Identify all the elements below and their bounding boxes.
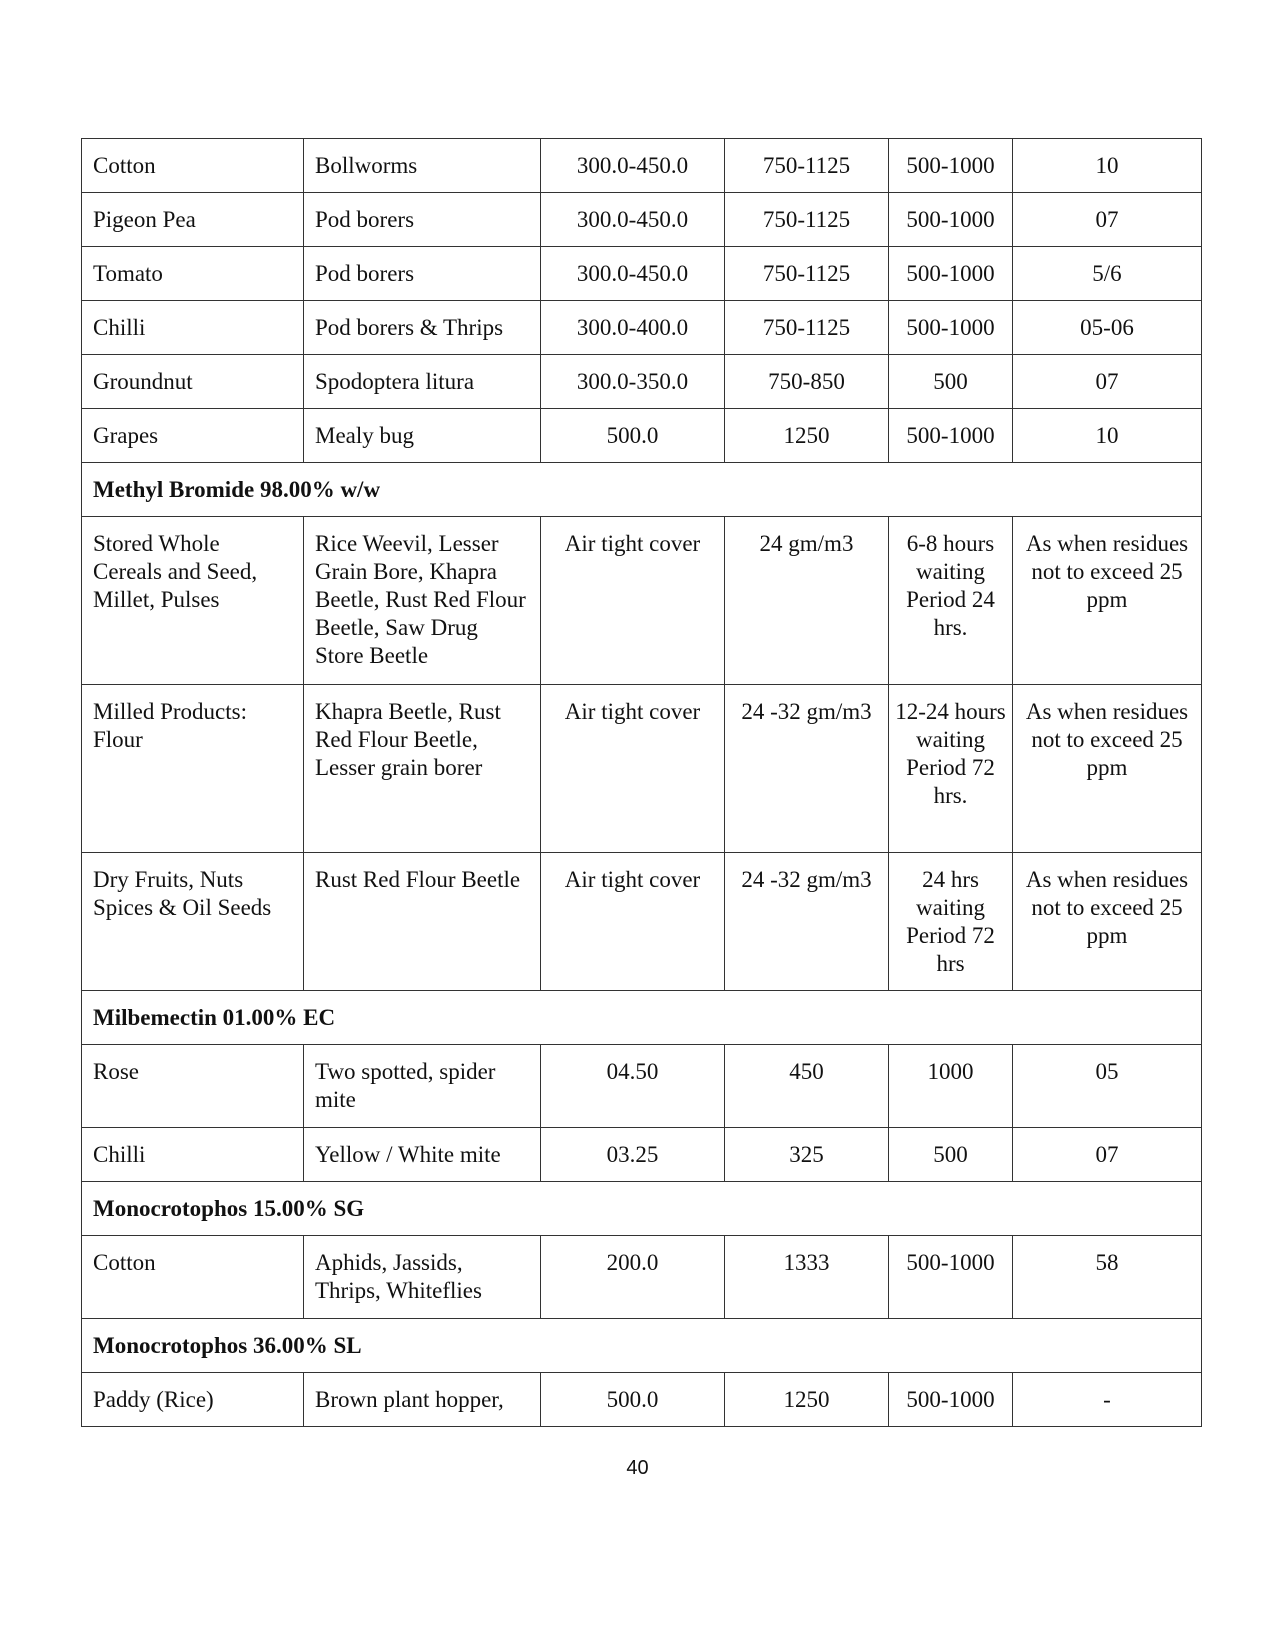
table-row — [82, 517, 1202, 685]
waiting-period-cell: As when residues not to exceed 25 ppm — [1013, 517, 1202, 685]
pest-cell: Pod borers & Thrips — [304, 301, 541, 355]
dilution-cell: 24 hrs waiting Period 72 hrs — [889, 853, 1013, 991]
crop-cell: Chilli — [82, 301, 304, 355]
table-row — [82, 247, 1202, 301]
crop-cell: Tomato — [82, 247, 304, 301]
formulation-cell: 24 -32 gm/m3 — [725, 853, 889, 991]
active-ingredient-cell: 300.0-450.0 — [541, 139, 725, 193]
pest-cell: Pod borers — [304, 193, 541, 247]
formulation-cell: 750-1125 — [725, 247, 889, 301]
waiting-period-cell: 07 — [1013, 355, 1202, 409]
formulation-cell: 1333 — [725, 1236, 889, 1319]
table-row — [82, 1236, 1202, 1319]
waiting-period-cell: - — [1013, 1373, 1202, 1427]
pest-cell: Bollworms — [304, 139, 541, 193]
formulation-cell: 750-850 — [725, 355, 889, 409]
waiting-period-cell: 10 — [1013, 139, 1202, 193]
dilution-cell: 500-1000 — [889, 1373, 1013, 1427]
formulation-cell: 450 — [725, 1045, 889, 1128]
crop-cell: Paddy (Rice) — [82, 1373, 304, 1427]
table-row — [82, 301, 1202, 355]
dilution-cell: 6-8 hours waiting Period 24 hrs. — [889, 517, 1013, 685]
dilution-cell: 1000 — [889, 1045, 1013, 1128]
active-ingredient-cell: Air tight cover — [541, 853, 725, 991]
crop-cell: Cotton — [82, 1236, 304, 1319]
active-ingredient-cell: 300.0-400.0 — [541, 301, 725, 355]
waiting-period-cell: 07 — [1013, 193, 1202, 247]
active-ingredient-cell: 300.0-450.0 — [541, 247, 725, 301]
crop-cell: Chilli — [82, 1128, 304, 1182]
active-ingredient-cell: 300.0-350.0 — [541, 355, 725, 409]
waiting-period-cell: 5/6 — [1013, 247, 1202, 301]
dilution-cell: 500-1000 — [889, 301, 1013, 355]
formulation-cell: 1250 — [725, 1373, 889, 1427]
waiting-period-cell: As when residues not to exceed 25 ppm — [1013, 685, 1202, 853]
formulation-cell: 24 gm/m3 — [725, 517, 889, 685]
waiting-period-cell: 58 — [1013, 1236, 1202, 1319]
section-header-row — [82, 1182, 1202, 1236]
section-title: Monocrotophos 15.00% SG — [82, 1182, 1202, 1236]
table-row — [82, 685, 1202, 853]
table-row — [82, 409, 1202, 463]
waiting-period-cell: 10 — [1013, 409, 1202, 463]
pesticide-table — [81, 138, 1202, 1427]
active-ingredient-cell: 03.25 — [541, 1128, 725, 1182]
section-header-row — [82, 463, 1202, 517]
page-number: 40 — [626, 1457, 649, 1479]
dilution-cell: 500-1000 — [889, 247, 1013, 301]
formulation-cell: 325 — [725, 1128, 889, 1182]
waiting-period-cell: As when residues not to exceed 25 ppm — [1013, 853, 1202, 991]
table-row — [82, 139, 1202, 193]
dilution-cell: 500-1000 — [889, 1236, 1013, 1319]
crop-cell: Dry Fruits, Nuts Spices & Oil Seeds — [82, 853, 304, 991]
crop-cell: Groundnut — [82, 355, 304, 409]
crop-cell: Grapes — [82, 409, 304, 463]
section-header-row — [82, 991, 1202, 1045]
dilution-cell: 500-1000 — [889, 139, 1013, 193]
table-row — [82, 853, 1202, 991]
table-row — [82, 193, 1202, 247]
waiting-period-cell: 07 — [1013, 1128, 1202, 1182]
dilution-cell: 500 — [889, 355, 1013, 409]
active-ingredient-cell: Air tight cover — [541, 517, 725, 685]
section-header-row — [82, 1319, 1202, 1373]
pest-cell: Brown plant hopper, — [304, 1373, 541, 1427]
dilution-cell: 500-1000 — [889, 409, 1013, 463]
pest-cell: Mealy bug — [304, 409, 541, 463]
crop-cell: Stored Whole Cereals and Seed, Millet, Pulses — [82, 517, 304, 685]
formulation-cell: 750-1125 — [725, 193, 889, 247]
active-ingredient-cell: 300.0-450.0 — [541, 193, 725, 247]
section-title: Monocrotophos 36.00% SL — [82, 1319, 1202, 1373]
crop-cell: Cotton — [82, 139, 304, 193]
formulation-cell: 24 -32 gm/m3 — [725, 685, 889, 853]
table-row — [82, 1045, 1202, 1128]
crop-cell: Milled Products: Flour — [82, 685, 304, 853]
table-row — [82, 355, 1202, 409]
pest-cell: Pod borers — [304, 247, 541, 301]
pest-cell: Spodoptera litura — [304, 355, 541, 409]
active-ingredient-cell: 500.0 — [541, 1373, 725, 1427]
active-ingredient-cell: Air tight cover — [541, 685, 725, 853]
table-row — [82, 1373, 1202, 1427]
crop-cell: Rose — [82, 1045, 304, 1128]
pest-cell: Khapra Beetle, Rust Red Flour Beetle, Lesser grain borer — [304, 685, 541, 853]
crop-cell: Pigeon Pea — [82, 193, 304, 247]
pest-cell: Aphids, Jassids, Thrips, Whiteflies — [304, 1236, 541, 1319]
pest-cell: Rust Red Flour Beetle — [304, 853, 541, 991]
waiting-period-cell: 05-06 — [1013, 301, 1202, 355]
active-ingredient-cell: 200.0 — [541, 1236, 725, 1319]
formulation-cell: 750-1125 — [725, 301, 889, 355]
dilution-cell: 12-24 hours waiting Period 72 hrs. — [889, 685, 1013, 853]
active-ingredient-cell: 500.0 — [541, 409, 725, 463]
formulation-cell: 1250 — [725, 409, 889, 463]
pest-cell: Rice Weevil, Lesser Grain Bore, Khapra Beetle, Rust Red Flour Beetle, Saw Drug Store Beetle — [304, 517, 541, 685]
section-title: Milbemectin 01.00% EC — [82, 991, 1202, 1045]
waiting-period-cell: 05 — [1013, 1045, 1202, 1128]
table-row — [82, 1128, 1202, 1182]
section-title: Methyl Bromide 98.00% w/w — [82, 463, 1202, 517]
pest-cell: Yellow / White mite — [304, 1128, 541, 1182]
pest-cell: Two spotted, spider mite — [304, 1045, 541, 1128]
active-ingredient-cell: 04.50 — [541, 1045, 725, 1128]
dilution-cell: 500 — [889, 1128, 1013, 1182]
dilution-cell: 500-1000 — [889, 193, 1013, 247]
formulation-cell: 750-1125 — [725, 139, 889, 193]
